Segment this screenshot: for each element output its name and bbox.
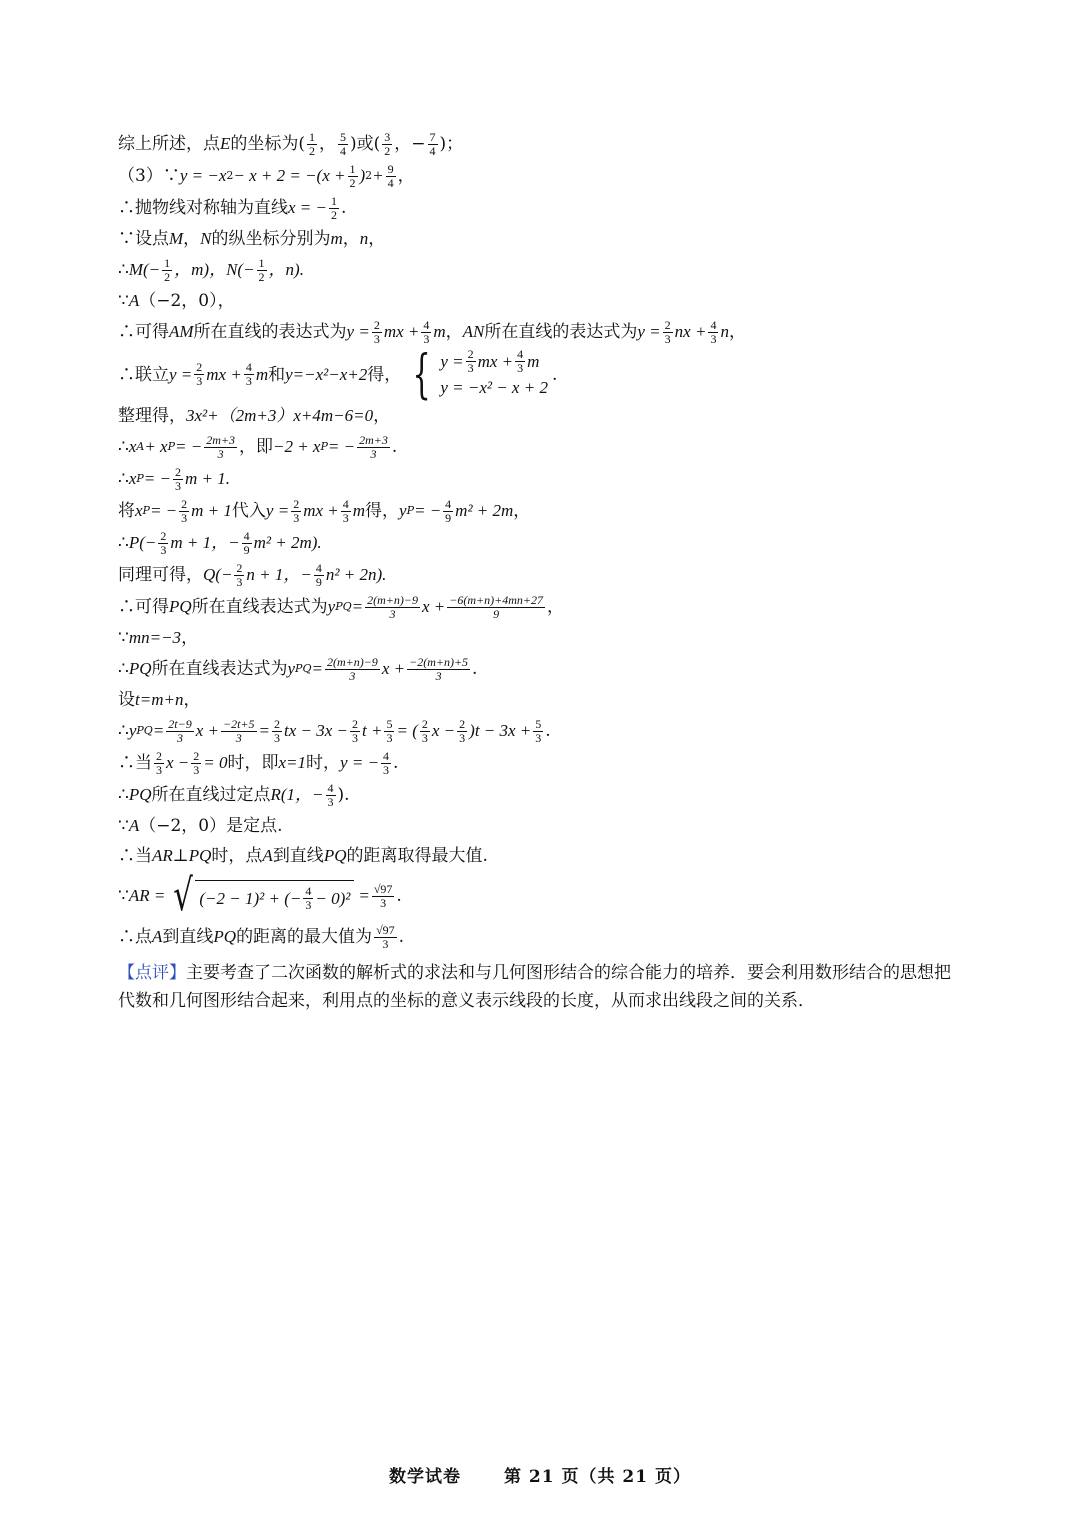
text: 得， [365,501,400,521]
text: . [551,364,558,385]
text: . [341,198,347,218]
fraction: $\frac{2}{3}$ [156,748,162,777]
math: PQ [213,927,237,946]
math: mx + [303,501,339,520]
math: = [351,597,364,616]
fraction: $\frac{1}{2}$ [258,255,265,284]
fraction: $\frac{2}{3}$ [274,716,281,745]
math: y [287,659,296,678]
comment-text: 主要考查了二次函数的解析式的求法和与几何图形结合的综合能力的培养．要会利用数形结合的思想把代数和几何图形结合起来，利用点的坐标的意义表示线段的长度，从而求出线段之间的关系． [118,963,951,1011]
math: m² + 2m). [253,533,322,552]
fraction: $\frac{1}{2}$ [164,255,171,284]
text: 所在直线的表达式为 [193,322,347,342]
math: AM [169,322,194,341]
text: 到直线 [162,927,214,947]
math: n² + 2n). [325,565,387,584]
math: x [135,501,143,520]
line-point-p [118,527,968,559]
math: m + 1 [191,501,232,520]
system-row-2: y = −x² − x + 2 [440,378,548,397]
text: ∴联立 [118,364,169,385]
text: ， [373,406,391,426]
line-am-an [118,316,968,348]
text: ). [337,785,350,805]
fraction: $\frac{2m+3}{3}$ [206,432,235,461]
math: mn=−3 [128,628,182,647]
math: PQ [128,785,152,804]
line-set-mn [118,224,968,254]
text: ， [397,166,415,186]
text: ， [181,628,199,648]
text: 时，即 [227,753,279,773]
math: tx − 3x − [284,721,349,740]
text: 的坐标为( [230,134,306,154]
fraction: $\frac{5}{4}$ [340,129,347,158]
text: 的距离的最大值为 [236,927,373,947]
fraction: $\frac{9}{4}$ [387,161,394,190]
line-when-x1 [118,747,968,779]
text: 同理可得， [118,565,203,585]
fraction: $\frac{5}{3}$ [386,716,393,745]
fraction: $\frac{2}{3}$ [373,317,380,346]
fraction: $\frac{4}{3}$ [383,748,390,777]
text: （3）∵ [118,166,180,186]
fraction: $\frac{4}{3}$ [710,317,717,346]
left-brace-icon: { [412,344,431,405]
math: mx + [383,322,420,341]
fraction: $\frac{1}{2}$ [331,193,337,222]
math: t + [362,721,383,740]
math: y = − [340,753,380,772]
text: ∵设点 [118,229,169,249]
line-set-t [118,685,968,715]
text: ， [319,134,337,154]
text: 的距离取得最大值. [346,846,488,866]
math: −2 + x [272,437,321,456]
math: N [200,229,212,248]
text: 所在直线表达式为 [191,597,328,617]
text: ， [728,322,746,342]
math: y = −x [179,166,227,185]
math: M [169,229,184,248]
math: = − [143,469,171,488]
math: )t − 3x + [469,721,532,740]
math: P(− [128,533,157,552]
text: 代入 [231,501,266,521]
math: m [433,322,446,341]
fraction: $\frac{2}{3}$ [664,317,671,346]
footer-page-number: 第 21 页（共 21 页） [503,1467,691,1487]
math: = [358,886,370,905]
math: ，m)，N(− [174,260,255,279]
line-axis [118,192,968,224]
text: （−2，0）， [139,291,235,311]
text: ∴ [118,260,129,280]
math: Q(− [203,565,233,584]
line-pq-expression-2: ∴ PQ 所在直线表达式为 y PQ = $\frac{2(m+n)-9}{3}$ x + $\frac{-2(m+n)+5}{3}$ . [118,654,478,683]
text: 时，点 [211,846,263,866]
math: m + 1，− [170,533,240,552]
line-mn-coords [118,254,968,286]
fraction: $\frac{4}{3}$ [245,360,252,388]
fraction: $\frac{-6(m+n)+4mn+27}{9}$ [449,592,543,621]
math: = [152,721,165,740]
math: A [262,846,273,865]
fraction: $\frac{1}{2}$ [309,129,316,158]
math: R(1，− [270,785,324,804]
math: − x + 2 = −(x + [233,166,346,185]
text: . [393,753,399,773]
math: y [327,597,336,616]
math: x + [195,721,219,740]
math: x − [166,753,190,772]
text: ，即 [238,437,273,457]
math: t=m+n [135,690,184,709]
math: n [359,229,369,248]
line-simplify [118,401,968,431]
line-part3-equation: （3）∵ y = −x 2 − x + 2 = −(x + $\frac{1}{2}$ ) 2 + $\frac{9}{4}$ ， [118,161,415,190]
text: 得， [367,364,402,385]
fraction: $\frac{1}{2}$ [349,161,356,190]
math: x=1 [278,753,307,772]
fraction: $\frac{4}{3}$ [423,317,430,346]
fraction: $\frac{2}{3}$ [193,748,200,777]
math: nx + [674,322,707,341]
page-footer [0,1462,1080,1487]
text: ∴当 [118,846,152,866]
fraction: $\frac{√97}{3}$ [376,922,395,951]
text: ∵ [118,816,129,836]
text: ， [183,690,201,710]
text: ， [546,597,564,617]
text: ∵ [118,291,129,311]
line-mn-value [118,623,968,653]
fraction: $\frac{2m+3}{3}$ [359,432,388,461]
math: n + 1，− [246,565,312,584]
fraction: $\frac{-2(m+n)+5}{3}$ [409,654,469,683]
line-perpendicular [118,841,968,871]
line-pq-expression: ∴可得 PQ 所在直线表达式为 y PQ = $\frac{2(m+n)-9}{3}$ x + $\frac{-6(m+n)+4mn+27}{9}$ ， [118,592,564,621]
math: = − [327,437,356,456]
fraction: $\frac{2}{3}$ [196,360,203,388]
text: ∴ [118,659,129,679]
math: n [720,322,729,341]
math: AN [462,322,485,341]
fraction: $\frac{4}{3}$ [342,496,349,525]
math: M(− [128,260,161,279]
math: + x [144,437,168,456]
math: y = [346,322,370,341]
text: . [396,886,402,906]
text: 所在直线过定点 [151,785,271,805]
fraction: $\frac{2}{3}$ [459,716,466,745]
math: = [258,721,271,740]
system-row-1: y = $\frac{2}{3}$ mx + $\frac{4}{3}$ m [440,347,540,375]
line-ypq-t: ∴ y PQ = $\frac{2t-9}{3}$ x + $\frac{-2t+5}{3}$ = $\frac{2}{3}$ tx − 3x − $\frac{2}{3}$ t + $\frac{5}{3}$ = ( $\frac{2}{3}$ x − $\frac{2}{3}$ )t − 3x + $\frac{5}{3}$ . [118,716,551,745]
equation-system [405,344,548,405]
fraction: $\frac{√97}{3}$ [373,881,393,910]
comment-tag: 【点评】 [118,963,186,983]
math: = [311,659,323,678]
text: ∴ [118,437,129,457]
line-point-a [118,286,968,316]
fraction: $\frac{2}{3}$ [293,496,300,525]
fraction: $\frac{4}{9}$ [315,560,322,589]
line-system [118,344,968,405]
math: m [255,364,269,384]
math: x [128,437,137,456]
math: PQ [323,846,347,865]
text: . [545,721,551,741]
text: ∴点 [118,927,152,947]
text: ∴ [118,721,129,741]
line-substitute: 将 x P = − $\frac{2}{3}$ m + 1 代入 y = $\frac{2}{3}$ mx + $\frac{4}{3}$ m 得， y P = − $\frac{4}{9}$ m² + 2m ， [118,496,531,525]
fraction: $\frac{2(m+n)-9}{3}$ [326,654,378,683]
fraction: $\frac{3}{2}$ [384,129,391,158]
math: m² + 2m [455,501,514,520]
math: = − [413,501,442,520]
math: m [330,229,343,248]
math: = − [175,437,203,456]
fraction: $\frac{2t-9}{3}$ [168,716,192,745]
text: 设 [118,690,135,710]
math: A [152,927,163,946]
math: = ( [396,721,418,740]
text: （−2，0）是定点. [139,816,283,836]
fraction: $\frac{4}{9}$ [243,528,250,557]
text: ， [445,322,463,342]
line-fixed-point-r [118,779,968,811]
text: ， [183,229,201,249]
fraction: $\frac{2}{3}$ [421,716,428,745]
text: ， [342,229,360,249]
math: ) [359,166,366,185]
text: . [472,659,478,679]
math: y [128,721,137,740]
math: y = [169,364,193,384]
fraction: $\frac{7}{4}$ [429,129,436,158]
line-ar-length [118,871,968,921]
math: AR⊥PQ [152,846,212,865]
math: x + [381,659,406,678]
math: y = [637,322,661,341]
text: ∴ [118,469,129,489]
footer-subject: 数学试卷 [389,1467,462,1487]
text: 所在直线的表达式为 [484,322,638,342]
text: . [398,927,405,947]
math: PQ [128,659,152,678]
text: ， [368,229,386,249]
line-xp: ∴ x P = − $\frac{2}{3}$ m + 1. [118,464,230,493]
math: x = − [288,198,327,217]
math: = 0 [203,753,228,772]
math: = − [149,501,178,520]
text: ∵ [118,628,129,648]
line-max-distance [118,921,968,953]
line-summary-e [118,128,968,160]
math: mx + [206,364,242,384]
text: 整理得， [118,406,186,426]
fraction: $\frac{2}{3}$ [160,528,167,557]
text: ，− [394,134,426,154]
text: )或( [350,134,381,154]
fraction: $\frac{2(m+n)-9}{3}$ [367,592,418,621]
math: x + [421,597,446,616]
fraction: $\frac{5}{3}$ [535,716,542,745]
text: 的纵坐标分别为 [211,229,331,249]
math: m [352,501,366,520]
math: m + 1. [184,469,230,488]
text: 将 [118,501,135,521]
text: ∴可得 [118,322,169,342]
math: y [399,501,407,520]
text: )； [439,134,464,154]
line-point-q [118,559,968,591]
math: + [372,166,384,185]
text: 所在直线表达式为 [151,659,288,679]
text: 到直线 [272,846,324,866]
text: 和 [268,364,286,385]
text: ∴可得 [118,597,169,617]
fraction: $\frac{4}{9}$ [445,496,452,525]
math: PQ [169,597,192,616]
line-vieta: ∴ x A + x P = − $\frac{2m+3}{3}$ ，即 −2 + x P = − $\frac{2m+3}{3}$ . [118,432,398,461]
math: A [128,816,140,835]
text: ∵ [118,886,129,906]
review-comment [118,959,963,1015]
math: y = [265,501,290,520]
math: y=−x²−x+2 [285,364,368,384]
text: ∴当 [118,753,152,773]
math: x − [431,721,456,740]
math: ，n). [268,260,304,279]
text: 综上所述，点 [118,134,220,154]
text: ∴ [118,533,129,553]
fraction: $\frac{2}{3}$ [181,496,188,525]
math: 3x²+（2m+3）x+4m−6=0 [186,406,374,425]
text: ， [513,501,531,521]
math: A [128,291,140,310]
text: . [391,437,398,457]
line-a-fixed [118,811,968,841]
fraction: $\frac{2}{3}$ [174,464,181,493]
math: x [128,469,137,488]
text: ∴ [118,785,129,805]
text: 时， [306,753,341,773]
fraction: $\frac{2}{3}$ [236,560,243,589]
fraction: $\frac{2}{3}$ [352,716,359,745]
text: ∴抛物线对称轴为直线 [118,198,288,218]
fraction: $\frac{4}{3}$ [327,780,334,809]
fraction: $\frac{-2t+5}{3}$ [223,716,255,745]
solution-content [118,128,968,1015]
square-root: √ (−2 − 1)² + (− $\frac{4}{3}$ − 0)² [169,874,354,918]
math-e: E [220,134,231,153]
radical-sign-icon: √ [173,870,194,921]
math: AR = [128,886,166,905]
